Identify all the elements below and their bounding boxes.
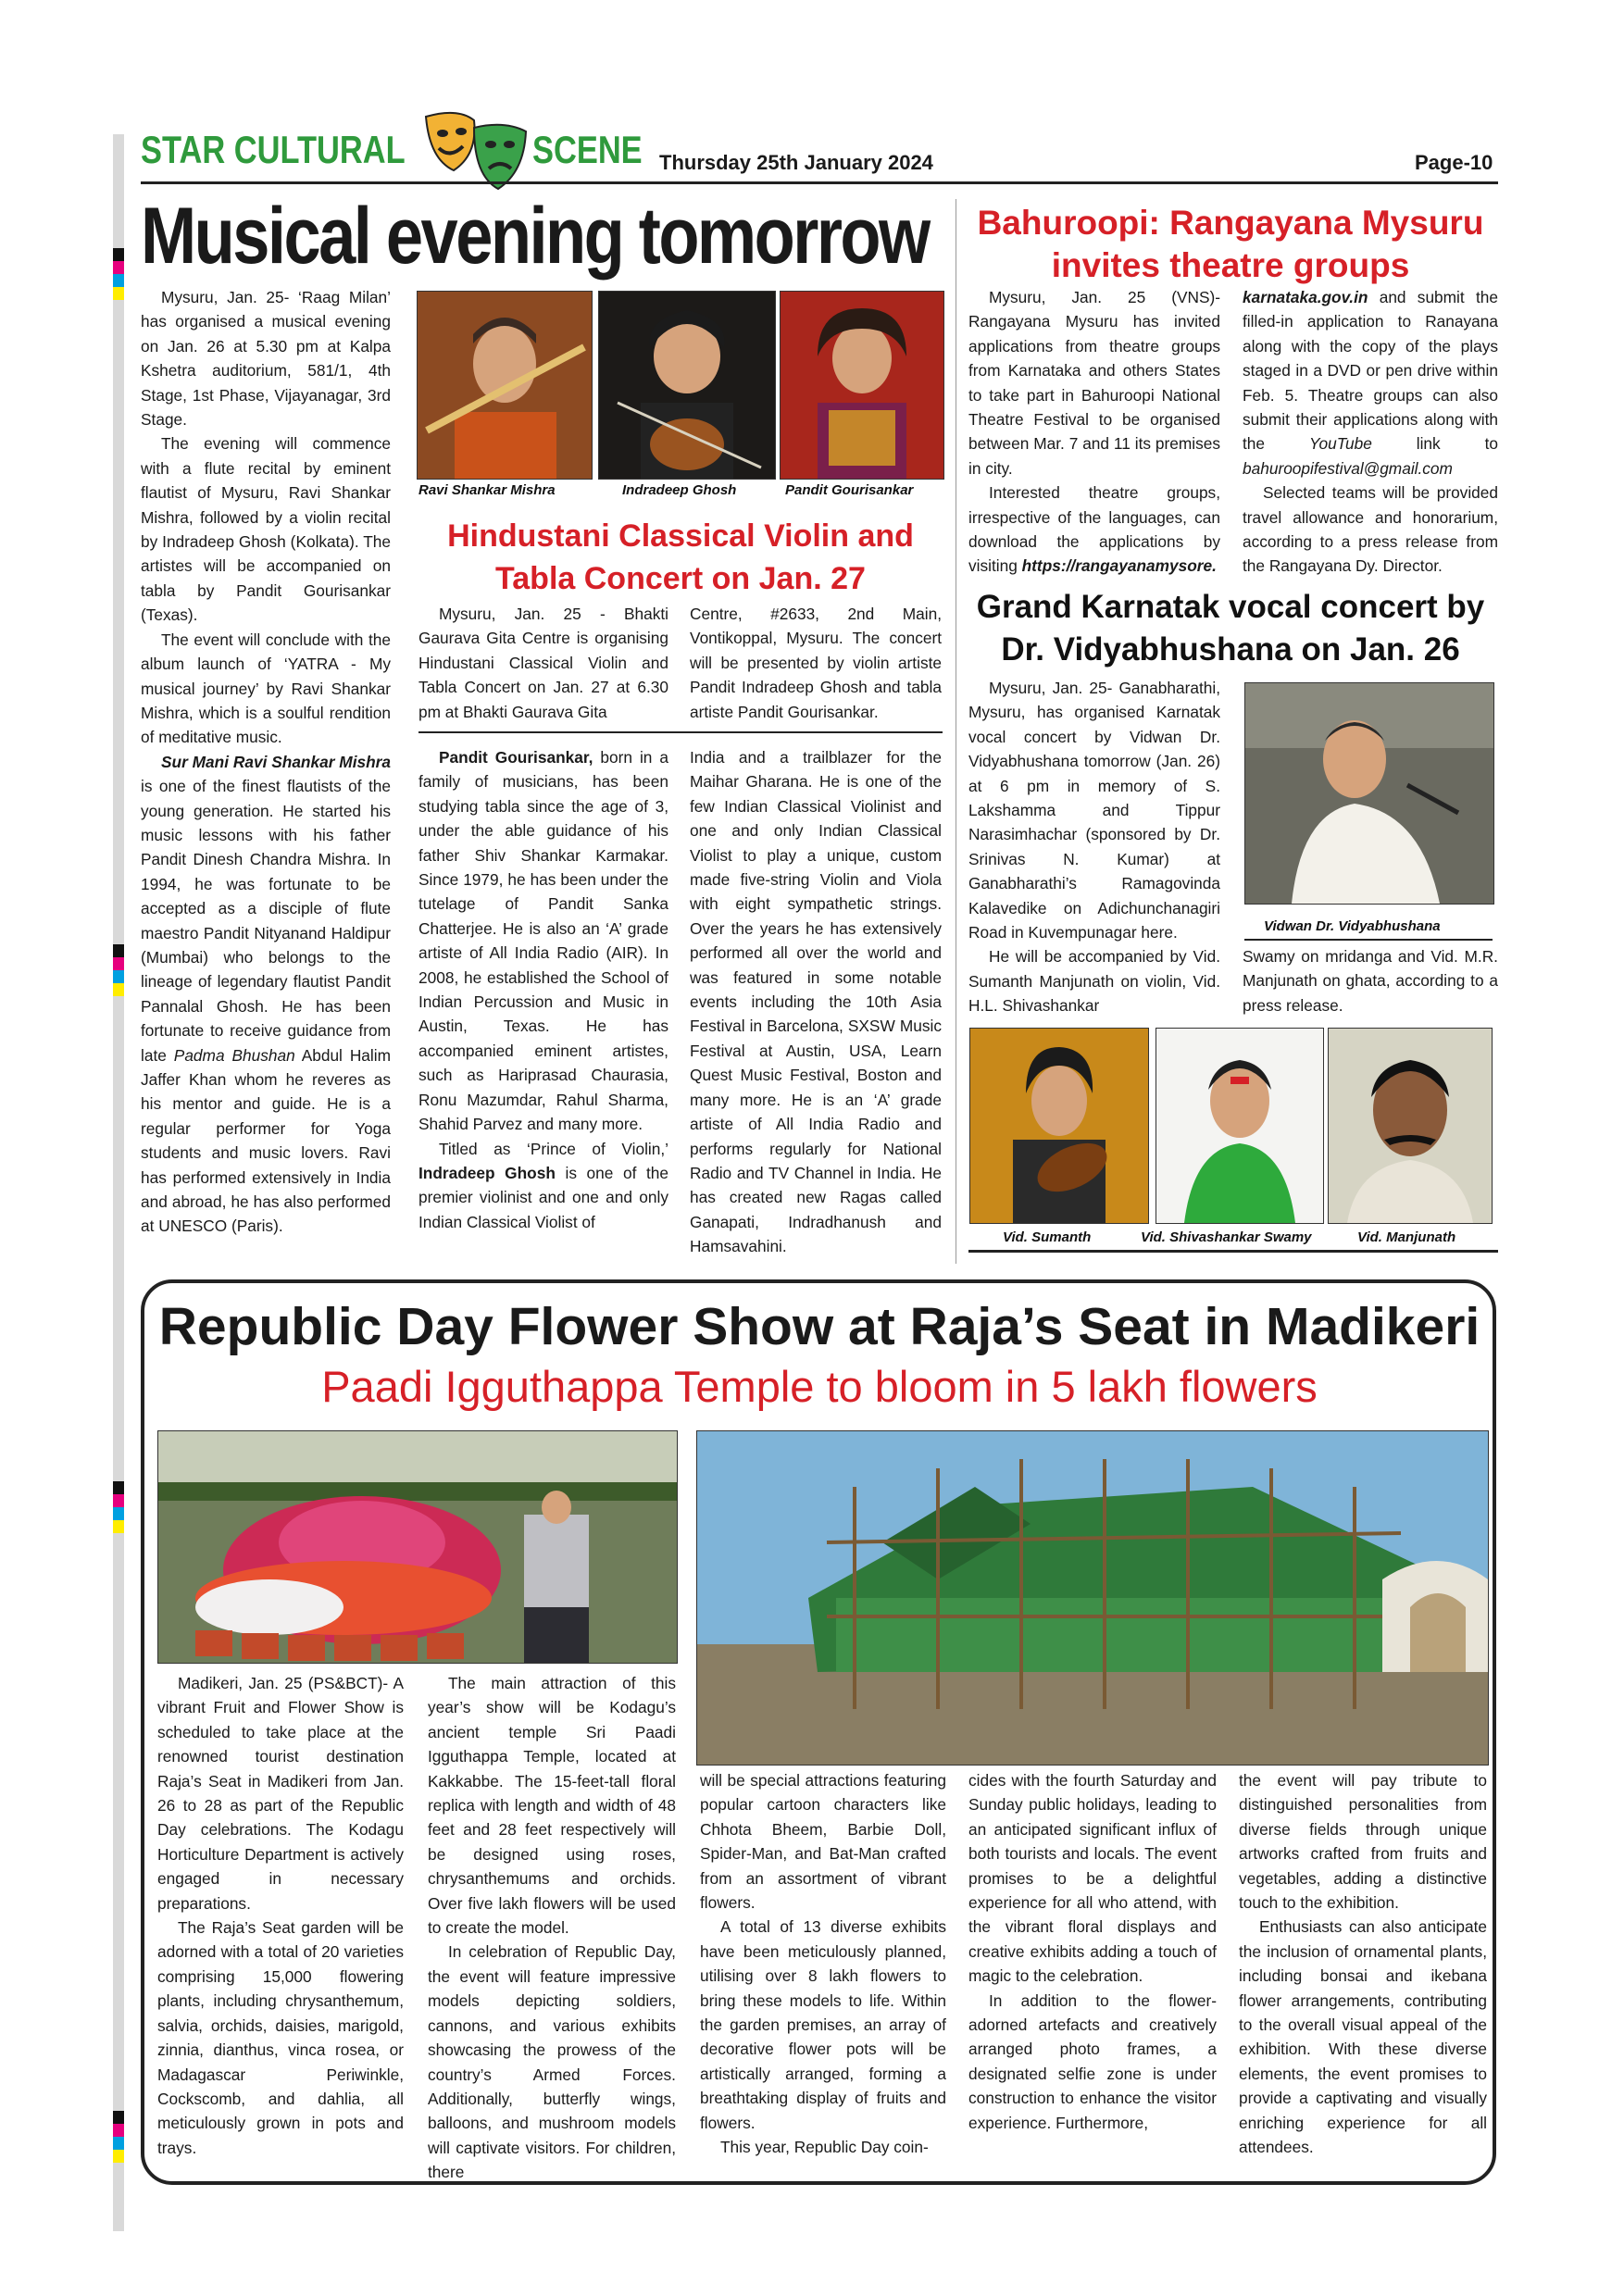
hindustani-rule	[418, 731, 943, 733]
headline-karnatak: Grand Karnatak vocal concert by Dr. Vidyabhushana on Jan. 26	[976, 589, 1485, 668]
headline-musical-evening: Musical evening tomorrow	[141, 192, 929, 281]
photo-flower-pots	[157, 1430, 678, 1664]
caption-indradeep-ghosh: Indradeep Ghosh	[622, 482, 737, 498]
caption-vidyabhushana: Vidwan Dr. Vidyabhushana	[1264, 918, 1441, 934]
caption-pandit-gourisankar: Pandit Gourisankar	[785, 482, 914, 498]
caption-vid-manjunath: Vid. Manjunath	[1357, 1229, 1456, 1245]
subhead-flower-show: Paadi Igguthappa Temple to bloom in 5 lakh flowers	[321, 1362, 1318, 1411]
issue-date: Thursday 25th January 2024	[659, 151, 933, 174]
caption-underline	[1244, 939, 1493, 941]
bahuroopi-col-1: Mysuru, Jan. 25 (VNS)- Rangayana Mysuru has invited applications from theatre groups from Karnataka and others States to take part in Bahuroopi National Theatre Festival to be organised between Mar. 7 and 11 its premises in city. Interested theatre groups, irrespective of the languages, can download the applications by visiting https://rangayanamysore.	[968, 288, 1220, 576]
photo-vid-manjunath	[1328, 1028, 1493, 1224]
karnatak-col-1: Mysuru, Jan. 25- Ganabharathi, Mysuru, has organised Karnatak vocal concert by Vidwan Dr. Vidyabhushana tomorrow (Jan. 26) at 6 pm in memory of S. Lakshamma and Tippur Narasimhachar (sponsored by Dr. Srinivas N. Kumar) at Ganabharathi’s Ramagovinda Kalavedike on Adichunchanagiri Road in Kuvempunagar here. He will be accompanied by Vid. Sumanth Manjunath on violin, Vid. H.L. Shivashankar	[968, 679, 1220, 1016]
photo-vidyabhushana	[1244, 682, 1494, 905]
caption-vid-sumanth: Vid. Sumanth	[1003, 1229, 1092, 1245]
photo-pandit-gourisankar	[780, 291, 944, 480]
photo-vid-sumanth	[969, 1028, 1149, 1224]
top-section-rule	[968, 1250, 1498, 1253]
section-title-right: SCENE	[532, 128, 643, 171]
karnatak-col-2: Swamy on mridanga and Vid. M.R. Manjunath on ghata, according to a press release.	[1243, 947, 1498, 1015]
flower-col-5: the event will pay tribute to distinguished personalities from diverse fields through unique artworks crafted from fruits and vegetables, adding a distinctive touch to the exhibition. Enthusiasts can also anticipate the inclusion of ornamental plants, including bonsai and ikebana flower arrangements, contributing to the overall visual appeal of the exhibition. With these diverse elements, the event promises to provide a captivating and visually enriching experience for all attendees.	[1239, 1771, 1487, 2157]
hindustani-col-2: India and a trailblazer for the Maihar Gharana. He is one of the few Indian Classical Violinist and one and only Indian Classical Violist to play a unique, custom made five-string Violin and Viola with eight sympathetic strings. Over the years he has extensively performed all over the world and was featured in some notable events including the 10th Asia Festival in Barcelona, SXSW Music Festival at Austin, USA, Learn Quest Music Festival, Boston and many more. He is an ‘A’ grade artiste of All India Radio and performs regularly for National Radio and TV Channel in India. He has created new Ragas called Ganapati, Indradhanush and Hamsavahini.	[690, 748, 942, 1256]
headline-hindustani: Hindustani Classical Violin and Tabla Concert on Jan. 27	[447, 518, 914, 596]
headline-flower-show: Republic Day Flower Show at Raja’s Seat in Madikeri	[158, 1297, 1480, 1356]
header-rule	[141, 181, 1498, 184]
caption-vid-shivashankar-swamy: Vid. Shivashankar Swamy	[1141, 1229, 1312, 1245]
photo-vid-shivashankar-swamy	[1156, 1028, 1324, 1224]
section-title-left: STAR CULTURAL	[141, 128, 406, 171]
margin-strip	[113, 134, 124, 2231]
hindustani-intro-col-1: Mysuru, Jan. 25 - Bhakti Gaurava Gita Centre is organising Hindustani Classical Violin and Tabla Concert on Jan. 27 at 6.30 pm at Bhakti Gaurava Gita	[418, 605, 668, 721]
hindustani-intro-col-2: Centre, #2633, 2nd Main, Vontikoppal, Mysuru. The concert will be presented by violin artiste Pandit Indradeep Ghosh and tabla artiste Pandit Gourisankar.	[690, 605, 942, 721]
headline-bahuroopi: Bahuroopi: Rangayana Mysuru invites theatre groups	[977, 204, 1484, 284]
photo-ravi-shankar-mishra	[417, 291, 593, 480]
photo-temple-replica	[696, 1430, 1489, 1766]
photo-indradeep-ghosh	[598, 291, 776, 480]
flower-col-4: cides with the fourth Saturday and Sunday public holidays, leading to an anticipated significant influx of both tourists and locals. The event promises to be a delightful experience for all who attend, with the vibrant floral displays and creative exhibits adding a touch of magic to the celebration. In addition to the flower-adorned artefacts and creatively arranged photo frames, a designated selfie zone is under construction to enhance the visitor experience. Furthermore,	[968, 1771, 1217, 2132]
flower-col-3: will be special attractions featuring popular cartoon characters like Chhota Bheem, Barbie Doll, Spider-Man, and Bat-Man crafted from an assortment of vibrant flowers. A total of 13 diverse exhibits have been meticulously planned, utilising over 8 lakh flowers to bring these models to life. Within the garden premises, an array of decorative flower pots will be artistically arranged, forming a breathtaking display of fruits and flowers. This year, Republic Day coin-	[700, 1771, 946, 2157]
bahuroopi-col-2: karnataka.gov.in and submit the filled-in application to Ranayana along with the copy of the plays staged in a DVD or pen drive within Feb. 5. Theatre groups can also submit their applications along with the YouTube link to bahuroopifestival@gmail.com Selected teams will be provided travel allowance and honorarium, according to a press release from the Rangayana Dy. Director.	[1243, 288, 1498, 576]
page-number: Page-10	[1415, 151, 1493, 174]
flower-col-1: Madikeri, Jan. 25 (PS&BCT)- A vibrant Fruit and Flower Show is scheduled to take place at the renowned tourist destination Raja’s Seat in Madikeri from Jan. 26 to 28 as part of the Republic Day celebrations. The Kodagu Horticulture Department is actively engaged in necessary preparations. The Raja’s Seat garden will be adorned with a total of 20 varieties comprising 15,000 flowering plants, including chrysanthemum, salvia, orchids, daisies, marigold, zinnia, dianthus, vinca rosea, or Madagascar Periwinkle, Cockscomb, and dahlia, all meticulously grown in pots and trays.	[157, 1674, 404, 2157]
musical-column-1: Mysuru, Jan. 25- ‘Raag Milan’ has organised a musical evening on Jan. 26 at 5.30 pm at Kalpa Kshetra auditorium, 581/1, 4th Stage, 1st Phase, Vijayanagar, 3rd Stage. The evening will commence with a flute recital by eminent flautist of Mysuru, Ravi Shankar Mishra, followed by a violin recital by Indradeep Ghosh (Kolkata). The artistes will be accompanied on tabla by Pandit Gourisankar (Texas). The event will conclude with the album launch of ‘YATRA - My musical journey’ by Ravi Shankar Mishra, which is a soulful rendition of meditative music. Sur Mani Ravi Shankar Mishra is one of the finest flautists of the young generation. He started his music lessons with his father Pandit Dinesh Chandra Mishra. In 1994, he was fortunate to be accepted as a disciple of flute maestro Pandit Nityanand Haldipur (Mumbai) who belongs to the lineage of legendary flautist Pandit Pannalal Ghosh. He has been fortunate to receive guidance from late Padma Bhushan Abdul Halim Jaffer Khan whom he reveres as his mentor and guide. He is a regular performer for Yoga students and music lovers. Ravi has performed extensively in India and abroad, he has also performed at UNESCO (Paris).	[141, 288, 391, 1236]
caption-ravi-shankar-mishra: Ravi Shankar Mishra	[418, 482, 556, 498]
flower-col-2: The main attraction of this year’s show will be Kodagu’s ancient temple Sri Paadi Igguthappa Temple, located at Kakkabbe. The 15-feet-tall floral replica with length and width of 48 feet and 28 feet respectively will be designed using roses, chrysanthemums and orchids. Over five lakh flowers will be used to create the model. In celebration of Republic Day, the event will feature impressive models depicting soldiers, cannons, and various exhibits showcasing the prowess of the country’s Armed Forces. Additionally, butterfly wings, balloons, and mushroom models will captivate visitors. For children, there	[428, 1674, 676, 2182]
hindustani-col-1: Pandit Gourisankar, born in a family of musicians, has been studying tabla since the age of 3, under the able guidance of his father Shiv Shankar Karmakar. Since 1979, he has been under the tutelage of Pandit Sanka Chatterjee. He is also an ‘A’ grade artiste of All India Radio (AIR). In 2008, he established the School of Indian Percussion and Music in Austin, Texas. He has accompanied eminent artistes, such as Hariprasad Chaurasia, Ronu Mazumdar, Rahul Sharma, Shahid Parvez and many more. Titled as ‘Prince of Violin,’ Indradeep Ghosh is one of the premier violinist and one and only Indian Classical Violist of	[418, 748, 668, 1231]
